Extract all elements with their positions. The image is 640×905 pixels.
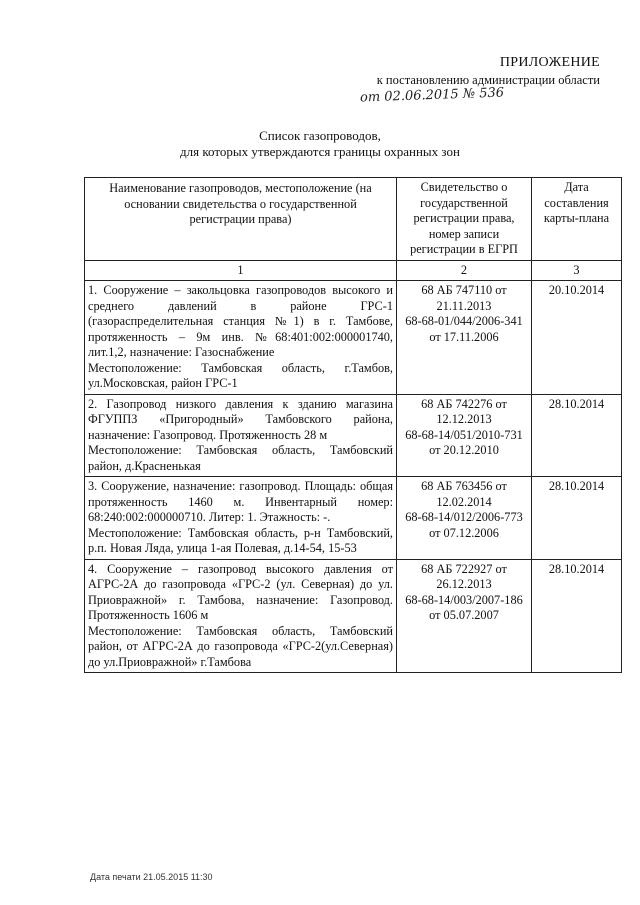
row-location: Местоположение: Тамбовская область, р-н Тамбовский, р.п. Новая Ляда, улица 1-ая Полевая, д.14-54, 15-53 [88, 525, 393, 555]
document-heading [0, 128, 640, 160]
column-number-row [85, 260, 622, 281]
appendix-subtitle: к постановлению администрации области [376, 73, 600, 87]
row-date: 28.10.2014 [532, 394, 622, 477]
row-certificate: 68 АБ 763456 от 12.02.2014 [421, 479, 507, 509]
row-location: Местоположение: Тамбовская область, г.Тамбов, ул.Московская, район ГРС-1 [88, 360, 393, 390]
print-date: Дата печати 21.05.2015 11:30 [90, 872, 213, 882]
row-record: 68-68-01/044/2006-341 от 17.11.2006 [405, 314, 523, 344]
row-description-cell [85, 477, 397, 560]
row-date: 28.10.2014 [532, 559, 622, 673]
row-certificate-cell [397, 477, 532, 560]
row-certificate: 68 АБ 742276 от 12.12.2013 [421, 396, 507, 426]
table-row [85, 281, 622, 395]
column-header-name: Наименование газопроводов, местоположение (на основании свидетельства о государственной регистрации права) [85, 178, 397, 261]
row-description-cell [85, 281, 397, 395]
handwritten-signature: от 02.06.2015 № 536 [359, 85, 505, 106]
heading-line-2: для которых утверждаются границы охранных зон [180, 144, 460, 159]
row-date: 20.10.2014 [532, 281, 622, 395]
row-certificate-cell [397, 394, 532, 477]
row-description-cell [85, 394, 397, 477]
row-certificate: 68 АБ 722927 от 26.12.2013 [421, 561, 507, 591]
table-header-row [85, 178, 622, 261]
row-certificate-cell [397, 559, 532, 673]
row-certificate-cell [397, 281, 532, 395]
row-location: Местоположение: Тамбовская область, Тамбовский район, д.Красненькая [88, 443, 393, 473]
appendix-header [0, 55, 600, 88]
row-description: 3. Сооружение, назначение: газопровод. Площадь: общая протяженность 1460 м. Инвентарный номер: 68:240:002:000000710. Литер: 1. Этажность: -. [88, 479, 393, 524]
row-description: 4. Сооружение – газопровод высокого давления от АГРС-2А до газопровода «ГРС-2 (ул. Северная) до ул. Приовражной» г. Тамбова, назначение: Газопровод. Протяженность 1606 м [88, 561, 393, 622]
heading-line-1: Список газопроводов, [259, 128, 381, 143]
column-header-date: Дата составления карты-плана [532, 178, 622, 261]
row-record: 68-68-14/051/2010-731 от 20.12.2010 [405, 427, 523, 457]
appendix-title: ПРИЛОЖЕНИЕ [499, 55, 600, 70]
table-row [85, 477, 622, 560]
row-date: 28.10.2014 [532, 477, 622, 560]
row-description: 2. Газопровод низкого давления к зданию магазина ФГУППЗ «Пригородный» Тамбовского района, назначение: Газопровод. Протяженность 28 м [88, 396, 393, 442]
pipelines-table [84, 177, 622, 673]
table-row [85, 559, 622, 673]
row-certificate: 68 АБ 747110 от 21.11.2013 [421, 283, 507, 313]
row-record: 68-68-14/012/2006-773 от 07.12.2006 [405, 510, 523, 540]
column-number-1: 1 [85, 260, 397, 281]
column-number-3: 3 [532, 260, 622, 281]
row-record: 68-68-14/003/2007-186 от 05.07.2007 [405, 592, 523, 622]
row-description: 1. Сооружение – закольцовка газопроводов высокого и среднего давлений в районе ГРС-1 (газораспределительная станция №1) в г. Тамбове, протяженность – 9м инв. №68:401:002:000001740, лит.1,2, назначение: Газоснабжение [88, 283, 393, 359]
row-description-cell [85, 559, 397, 673]
column-header-certificate: Свидетельство о государственной регистрации права, номер записи регистрации в ЕГРП [397, 178, 532, 261]
column-number-2: 2 [397, 260, 532, 281]
row-location: Местоположение: Тамбовская область, Тамбовский район, от АГРС-2А до газопровода «ГРС-2(ул.Северная) до ул.Приовражной» г.Тамбова [88, 623, 393, 669]
table-row [85, 394, 622, 477]
